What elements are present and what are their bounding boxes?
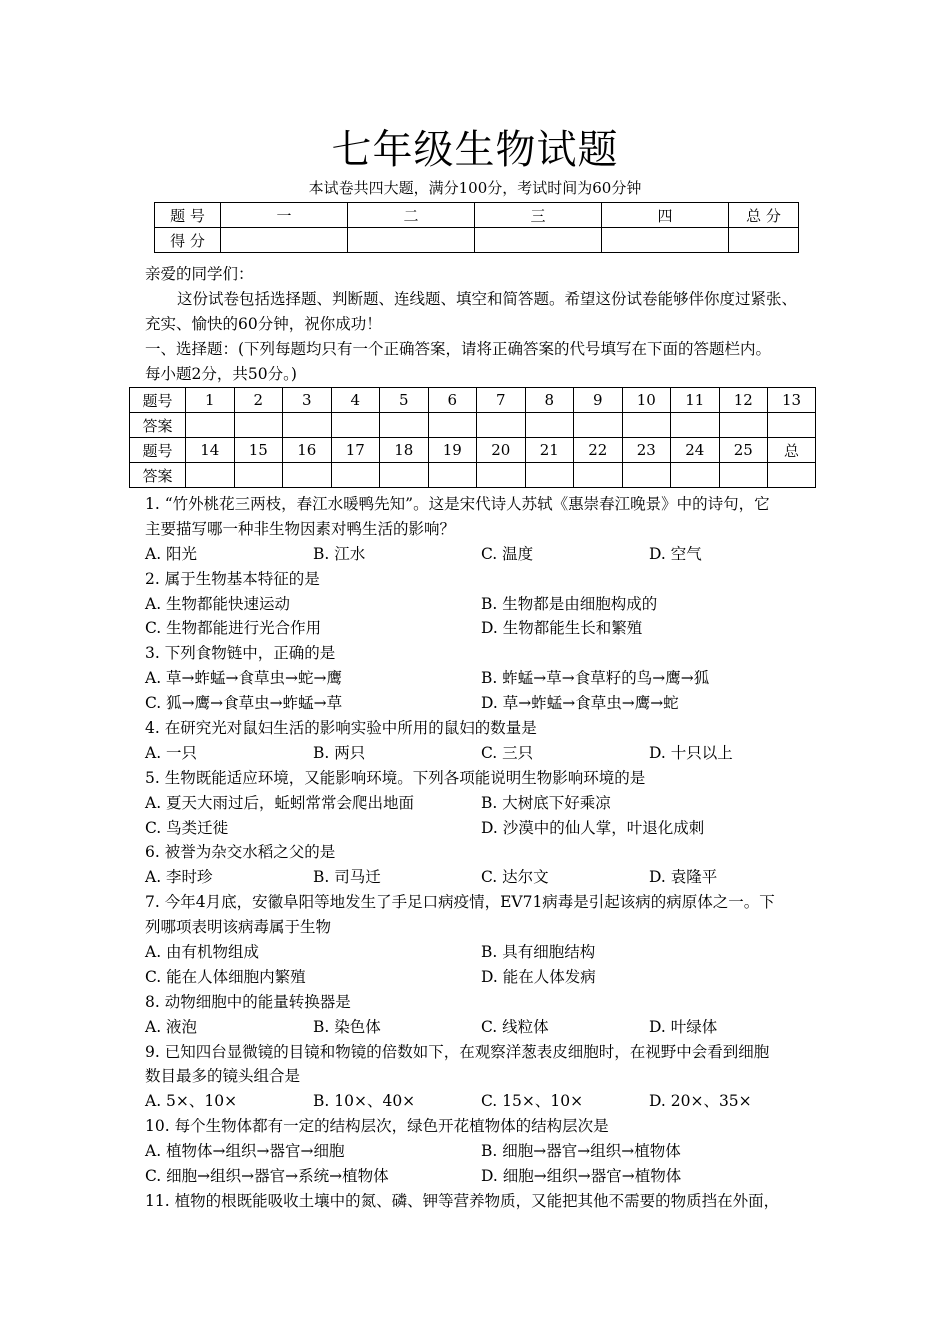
question-stem: 8. 动物细胞中的能量转换器是 xyxy=(145,992,351,1011)
answer-option: D. 能在人体发病 xyxy=(481,967,596,986)
question xyxy=(145,567,817,642)
answer-cell[interactable] xyxy=(574,463,623,488)
question-number-cell: 16 xyxy=(283,438,332,463)
score-cell[interactable] xyxy=(348,228,475,253)
answer-option: D. 细胞→组织→器官→植物体 xyxy=(481,1167,682,1186)
answer-option: A. 李时珍 xyxy=(145,868,213,887)
intro-line: 这份试卷包括选择题、判断题、连线题、填空和简答题。希望这份试卷能够伴你度过紧张、 xyxy=(177,289,798,308)
answer-cell[interactable] xyxy=(525,413,574,438)
answer-option: A. 夏天大雨过后，蚯蚓常常会爬出地面 xyxy=(145,793,415,812)
answer-option: C. 达尔文 xyxy=(481,868,549,887)
answer-option: C. 狐→鹰→食草虫→蚱蜢→草 xyxy=(145,694,343,713)
table-cell: 四 xyxy=(602,203,729,228)
table-row xyxy=(130,388,816,413)
question-stem: 4. 在研究光对鼠妇生活的影响实验中所用的鼠妇的数量是 xyxy=(145,719,537,738)
answer-option: D. 叶绿体 xyxy=(649,1017,718,1036)
answer-option: A. 植物体→组织→器官→细胞 xyxy=(145,1142,345,1161)
question xyxy=(145,766,817,841)
answer-cell[interactable] xyxy=(719,463,768,488)
question xyxy=(145,1114,817,1189)
answer-cell[interactable] xyxy=(234,413,283,438)
answer-option: A. 草→蚱蜢→食草虫→蛇→鹰 xyxy=(145,669,342,688)
page-title: 七年级生物试题 xyxy=(331,127,619,173)
question-list xyxy=(145,492,817,1214)
score-cell[interactable] xyxy=(221,228,348,253)
table-row xyxy=(130,463,816,488)
answer-cell[interactable] xyxy=(331,413,380,438)
answer-option: A. 由有机物组成 xyxy=(145,943,260,962)
answer-option: C. 能在人体细胞内繁殖 xyxy=(145,967,306,986)
question-number-cell: 12 xyxy=(719,388,768,413)
options-row xyxy=(145,741,817,766)
answer-option: D. 空气 xyxy=(649,544,702,563)
question-stem: 5. 生物既能适应环境，又能影响环境。下列各项能说明生物影响环境的是 xyxy=(145,768,646,787)
options-row xyxy=(145,965,817,990)
question-number-cell: 15 xyxy=(234,438,283,463)
answer-cell[interactable] xyxy=(186,463,235,488)
table-row xyxy=(130,413,816,438)
answer-option: B. 具有细胞结构 xyxy=(481,943,596,962)
question xyxy=(145,716,817,766)
intro-line: 充实、愉快的60分钟，祝你成功！ xyxy=(145,314,382,333)
question-stem: 数目最多的镜头组合是 xyxy=(145,1067,301,1086)
answer-option: C. 温度 xyxy=(481,544,534,563)
table-cell: 一 xyxy=(221,203,348,228)
answer-cell[interactable] xyxy=(768,413,816,438)
table-cell: 答案 xyxy=(130,413,186,438)
question-stem: 3. 下列食物链中，正确的是 xyxy=(145,644,336,663)
answer-option: D. 十只以上 xyxy=(649,743,733,762)
answer-option: C. 线粒体 xyxy=(481,1017,549,1036)
question-number-cell: 19 xyxy=(428,438,477,463)
question xyxy=(145,890,817,990)
score-cell[interactable] xyxy=(475,228,602,253)
question-number-cell: 18 xyxy=(380,438,429,463)
table-row xyxy=(130,438,816,463)
answer-cell[interactable] xyxy=(622,413,671,438)
answer-cell[interactable] xyxy=(671,463,720,488)
question-number-cell: 13 xyxy=(768,388,816,413)
answer-option: B. 江水 xyxy=(313,544,366,563)
answer-option: D. 20×、35× xyxy=(649,1092,752,1111)
answer-option: D. 沙漠中的仙人掌，叶退化成刺 xyxy=(481,818,705,837)
question-number-cell: 22 xyxy=(574,438,623,463)
options-row xyxy=(145,1089,817,1114)
question-number-cell: 17 xyxy=(331,438,380,463)
options-row xyxy=(145,791,817,816)
options-row xyxy=(145,542,817,567)
question-number-cell: 20 xyxy=(477,438,526,463)
question xyxy=(145,990,817,1040)
answer-cell[interactable] xyxy=(477,463,526,488)
question-stem: 11. 植物的根既能吸收土壤中的氮、磷、钾等营养物质，又能把其他不需要的物质挡在外面， xyxy=(145,1191,780,1210)
question-number-cell: 24 xyxy=(671,438,720,463)
options-row xyxy=(145,865,817,890)
options-row xyxy=(145,1164,817,1189)
question-number-cell: 3 xyxy=(283,388,332,413)
answer-cell[interactable] xyxy=(622,463,671,488)
answer-cell[interactable] xyxy=(477,413,526,438)
section-note: 每小题2分，共50分。) xyxy=(145,364,297,383)
table-cell: 题号 xyxy=(130,438,186,463)
answer-cell[interactable] xyxy=(574,413,623,438)
table-cell: 题 号 xyxy=(155,203,221,228)
answer-option: A. 一只 xyxy=(145,743,198,762)
answer-cell[interactable] xyxy=(428,413,477,438)
table-cell: 二 xyxy=(348,203,475,228)
answer-cell[interactable] xyxy=(428,463,477,488)
question-stem: 10. 每个生物体都有一定的结构层次，绿色开花植物体的结构层次是 xyxy=(145,1117,609,1136)
question-stem: 7. 今年4月底，安徽阜阳等地发生了手足口病疫情，EV71病毒是引起该病的病原体之一。下 xyxy=(145,893,775,912)
question-number-cell: 总 xyxy=(768,438,816,463)
answer-cell[interactable] xyxy=(186,413,235,438)
question-number-cell: 9 xyxy=(574,388,623,413)
question-number-cell: 6 xyxy=(428,388,477,413)
question-stem: 主要描写哪一种非生物因素对鸭生活的影响？ xyxy=(145,519,456,538)
answer-cell[interactable] xyxy=(380,413,429,438)
answer-option: C. 生物都能进行光合作用 xyxy=(145,619,322,638)
options-row xyxy=(145,1139,817,1164)
table-row xyxy=(155,203,799,228)
question-stem: 1. “竹外桃花三两枝，春江水暖鸭先知”。这是宋代诗人苏轼《惠崇春江晚景》中的诗句，它 xyxy=(145,495,770,513)
intro xyxy=(145,262,817,386)
question-number-cell: 10 xyxy=(622,388,671,413)
answer-option: C. 三只 xyxy=(481,743,534,762)
answer-cell[interactable] xyxy=(283,463,332,488)
question-number-cell: 23 xyxy=(622,438,671,463)
table-row xyxy=(155,228,799,253)
answer-cell[interactable] xyxy=(525,463,574,488)
answer-option: B. 大树底下好乘凉 xyxy=(481,793,611,812)
exam-info: 本试卷共四大题，满分100分，考试时间为60分钟 xyxy=(308,179,642,197)
question-number-cell: 11 xyxy=(671,388,720,413)
answer-option: B. 生物都是由细胞构成的 xyxy=(481,594,658,613)
answer-option: A. 阳光 xyxy=(145,544,198,563)
table-cell: 答案 xyxy=(130,463,186,488)
table-cell: 题号 xyxy=(130,388,186,413)
options-row xyxy=(145,691,817,716)
question-number-cell: 5 xyxy=(380,388,429,413)
answer-cell[interactable] xyxy=(331,463,380,488)
options-row xyxy=(145,1015,817,1040)
answer-cell[interactable] xyxy=(234,463,283,488)
answer-cell[interactable] xyxy=(768,463,816,488)
answer-option: B. 两只 xyxy=(313,743,366,762)
question-number-cell: 1 xyxy=(186,388,235,413)
table-cell: 三 xyxy=(475,203,602,228)
options-row xyxy=(145,592,817,617)
question-number-cell: 14 xyxy=(186,438,235,463)
answer-option: B. 蚱蜢→草→食草籽的鸟→鹰→狐 xyxy=(481,669,710,688)
question-number-cell: 8 xyxy=(525,388,574,413)
question-stem: 9. 已知四台显微镜的目镜和物镜的倍数如下，在观察洋葱表皮细胞时，在视野中会看到细胞 xyxy=(145,1042,770,1061)
question-number-cell: 2 xyxy=(234,388,283,413)
answer-cell[interactable] xyxy=(719,413,768,438)
answer-option: C. 细胞→组织→器官→系统→植物体 xyxy=(145,1167,389,1186)
score-table xyxy=(154,202,799,253)
question xyxy=(145,1040,817,1115)
answer-option: C. 鸟类迁徙 xyxy=(145,818,229,837)
question xyxy=(145,492,817,567)
greeting: 亲爱的同学们： xyxy=(145,265,254,283)
question-number-cell: 4 xyxy=(331,388,380,413)
answer-cell[interactable] xyxy=(671,413,720,438)
table-cell: 得 分 xyxy=(155,228,221,253)
question-number-cell: 25 xyxy=(719,438,768,463)
question-stem: 6. 被誉为杂交水稻之父的是 xyxy=(145,843,336,862)
section-heading: 一、选择题：(下列每题均只有一个正确答案，请将正确答案的代号填写在下面的答题栏内。 xyxy=(145,339,772,358)
answer-option: D. 草→蚱蜢→食草虫→鹰→蛇 xyxy=(481,694,679,713)
table-cell: 总 分 xyxy=(729,203,799,228)
options-row xyxy=(145,816,817,841)
answer-option: B. 司马迁 xyxy=(313,868,381,887)
question-number-cell: 21 xyxy=(525,438,574,463)
question-stem: 2. 属于生物基本特征的是 xyxy=(145,569,320,588)
answer-option: B. 10×、40× xyxy=(313,1092,416,1111)
answer-option: D. 生物都能生长和繁殖 xyxy=(481,619,643,638)
score-cell[interactable] xyxy=(602,228,729,253)
question-number-cell: 7 xyxy=(477,388,526,413)
question xyxy=(145,840,817,890)
answer-option: A. 生物都能快速运动 xyxy=(145,594,291,613)
answer-option: D. 袁隆平 xyxy=(649,868,718,887)
answer-option: A. 液泡 xyxy=(145,1017,198,1036)
options-row xyxy=(145,940,817,965)
options-row xyxy=(145,666,817,691)
score-cell[interactable] xyxy=(729,228,799,253)
answer-option: B. 细胞→器官→组织→植物体 xyxy=(481,1142,681,1161)
question xyxy=(145,641,817,716)
answer-option: A. 5×、10× xyxy=(145,1092,238,1111)
question xyxy=(145,1189,817,1214)
answer-cell[interactable] xyxy=(380,463,429,488)
answer-cell[interactable] xyxy=(283,413,332,438)
answer-option: B. 染色体 xyxy=(313,1017,381,1036)
answer-option: C. 15×、10× xyxy=(481,1092,584,1111)
options-row xyxy=(145,616,817,641)
answer-table xyxy=(129,387,816,488)
question-stem: 列哪项表明该病毒属于生物 xyxy=(145,918,332,937)
